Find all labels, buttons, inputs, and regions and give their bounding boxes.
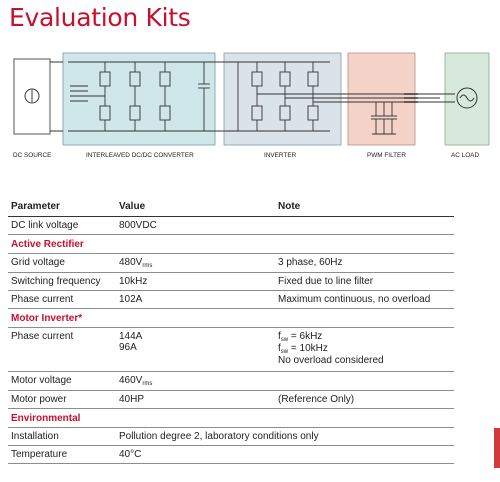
table-row [8,372,454,391]
row-value: 800VDC [119,220,157,231]
filter-label: PWM FILTER [367,152,406,159]
row-value: 144A 96A [119,331,143,353]
row-value: 10kHz [119,276,148,287]
row-value: Pollution degree 2, laboratory conditions only [119,431,319,442]
row-param: Motor voltage [11,375,72,386]
table-header [8,195,454,217]
converter-label: INTERLEAVED DC/DC CONVERTER [86,152,194,159]
row-value: 40HP [119,394,145,405]
row-param: Installation [11,431,59,442]
circuit-diagram [0,44,500,166]
dc-source [14,59,63,134]
row-param: Phase current [11,294,74,305]
table-row [8,273,454,291]
table-row [8,291,454,309]
row-param: DC link voltage [11,220,79,231]
row-note: Fixed due to line filter [278,276,374,287]
section-active-rectifier: Active Rectifier [8,235,454,254]
filter-block [348,53,415,145]
load-label: AC LOAD [451,152,480,159]
row-value: 40°C [119,449,142,460]
edge-marker [494,428,500,468]
row-value: $480V_{rms}$ [119,257,153,269]
section-environmental: Environmental [8,409,454,428]
load-block [445,53,489,145]
header-value: Value [119,201,146,212]
row-note: $f_{sw} = 6kHz$ $f_{sw} = 10kHz$ No overload considered [278,331,384,366]
row-note: (Reference Only) [278,394,355,405]
row-value: 102A [119,294,143,305]
row-value: $460V_{rms}$ [119,375,153,387]
table-row [8,391,454,409]
table-row [8,254,454,273]
dc-source-label: DC SOURCE [13,152,52,159]
table-row [8,217,454,235]
row-param: Switching frequency [11,276,101,287]
row-param: Temperature [11,449,68,460]
page-title: Evaluation Kits [9,3,191,32]
row-param: Grid voltage [11,257,65,268]
table-row [8,328,454,372]
section-motor-inverter: Motor Inverter* [8,309,454,328]
header-note: Note [278,201,301,212]
row-note: Maximum continuous, no overload [278,294,431,305]
spec-table [8,195,454,464]
row-note: 3 phase, 60Hz [278,257,343,268]
row-param: Motor power [11,394,67,405]
table-row [8,428,454,446]
table-row [8,446,454,464]
row-param: Phase current [11,331,74,342]
inverter-label: INVERTER [264,152,297,159]
header-parameter: Parameter [11,201,60,212]
